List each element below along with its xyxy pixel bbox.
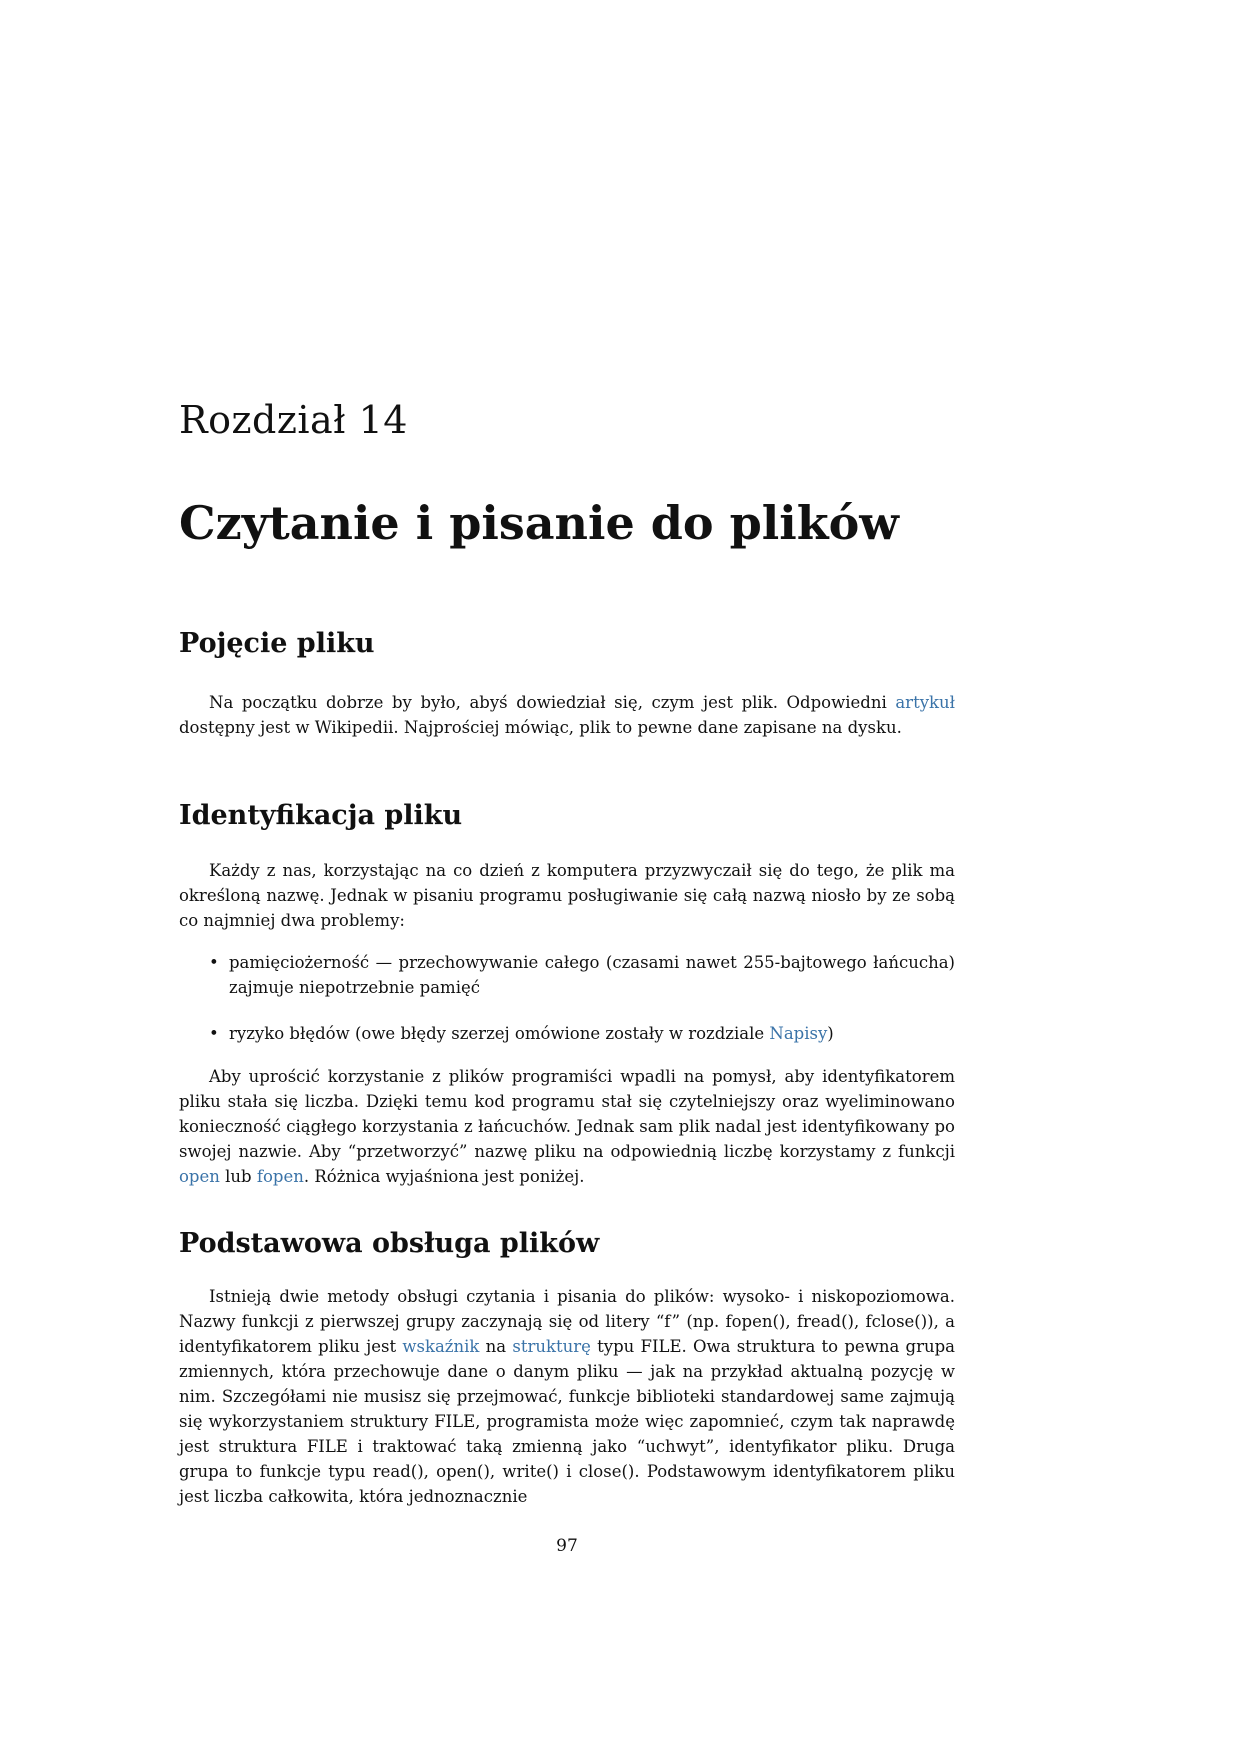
section-heading-pojecie-pliku: Pojęcie pliku	[179, 628, 375, 659]
document-page	[179, 0, 955, 1754]
struktura-link[interactable]: strukturę	[512, 1337, 591, 1356]
problems-list	[179, 950, 955, 1046]
chapter-title: Czytanie i pisanie do plików	[179, 496, 899, 550]
section-heading-identyfikacja-pliku: Identyfikacja pliku	[179, 800, 463, 831]
list-item-text: )	[827, 1024, 834, 1043]
page-number: 97	[556, 1536, 578, 1556]
paragraph-identyfikacja-outro	[179, 1064, 955, 1189]
fopen-link[interactable]: fopen	[256, 1167, 304, 1186]
list-item	[179, 1021, 955, 1046]
wskaznik-link[interactable]: wskaźnik	[402, 1337, 480, 1356]
bullet-icon: •	[209, 953, 219, 972]
list-item-text: ryzyko błędów (owe błędy szerzej omówione zostały w rozdziale	[229, 1024, 770, 1043]
chapter-label: Rozdział 14	[179, 398, 408, 442]
paragraph-text: Istnieją dwie metody obsługi czytania i pisania do plików: wysoko- i niskopoziomowa. Nazwy funkcji z pierwszej grupy zaczynają się od litery “f” (np. fopen(), fread(), fclose()), a identyfikatorem pliku jest	[179, 1287, 955, 1356]
napisy-link[interactable]: Napisy	[769, 1024, 828, 1043]
list-item	[179, 950, 955, 1000]
article-link[interactable]: artykuł	[895, 693, 955, 712]
paragraph-text: Na początku dobrze by było, abyś dowiedział się, czym jest plik. Odpowiedni	[209, 693, 896, 712]
paragraph-text: Aby uprościć korzystanie z plików programiści wpadli na pomysł, aby identyfikatorem pliku stała się liczba. Dzięki temu kod programu stał się czytelniejszy oraz wyeliminowano konieczność ciągłego korzystania z łańcuchów. Jednak sam plik nadal jest identyfikowany po swojej nazwie. Aby “przetworzyć” nazwę pliku na odpowiednią liczbę korzystamy z funkcji	[179, 1067, 955, 1161]
paragraph-text: na	[479, 1337, 513, 1356]
paragraph-identyfikacja-intro: Każdy z nas, korzystając na co dzień z komputera przyzwyczaił się do tego, że plik ma określoną nazwę. Jednak w pisaniu programu posługiwanie się całą nazwą niosło by ze sobą co najmniej dwa problemy:	[179, 861, 955, 930]
section-heading-podstawowa-obsluga: Podstawowa obsługa plików	[179, 1228, 600, 1259]
paragraph-podstawowa-obsluga	[179, 1284, 955, 1509]
paragraph-text: lub	[219, 1167, 257, 1186]
list-item-text: pamięciożerność — przechowywanie całego (czasami nawet 255-bajtowego łańcucha) zajmuje niepotrzebnie pamięć	[229, 953, 955, 997]
paragraph-text: . Różnica wyjaśniona jest poniżej.	[303, 1167, 585, 1186]
paragraph-pojecie-pliku	[179, 690, 955, 740]
paragraph-text: typu FILE. Owa struktura to pewna grupa zmiennych, która przechowuje dane o danym pliku — jak na przykład aktualną pozycję w nim. Szczegółami nie musisz się przejmować, funkcje biblioteki standardowej same zajmują się wykorzystaniem struktury FILE, programista może więc zapomnieć, czym tak naprawdę jest struktura FILE i traktować taką zmienną jako “uchwyt”, identyfikator pliku. Druga grupa to funkcje typu read(), open(), write() i close(). Podstawowym identyfikatorem pliku jest liczba całkowita, która jednoznacznie	[179, 1337, 956, 1506]
bullet-icon: •	[209, 1024, 219, 1043]
open-link[interactable]: open	[179, 1167, 220, 1186]
paragraph-text: dostępny jest w Wikipedii. Najprościej mówiąc, plik to pewne dane zapisane na dysku.	[179, 718, 902, 737]
